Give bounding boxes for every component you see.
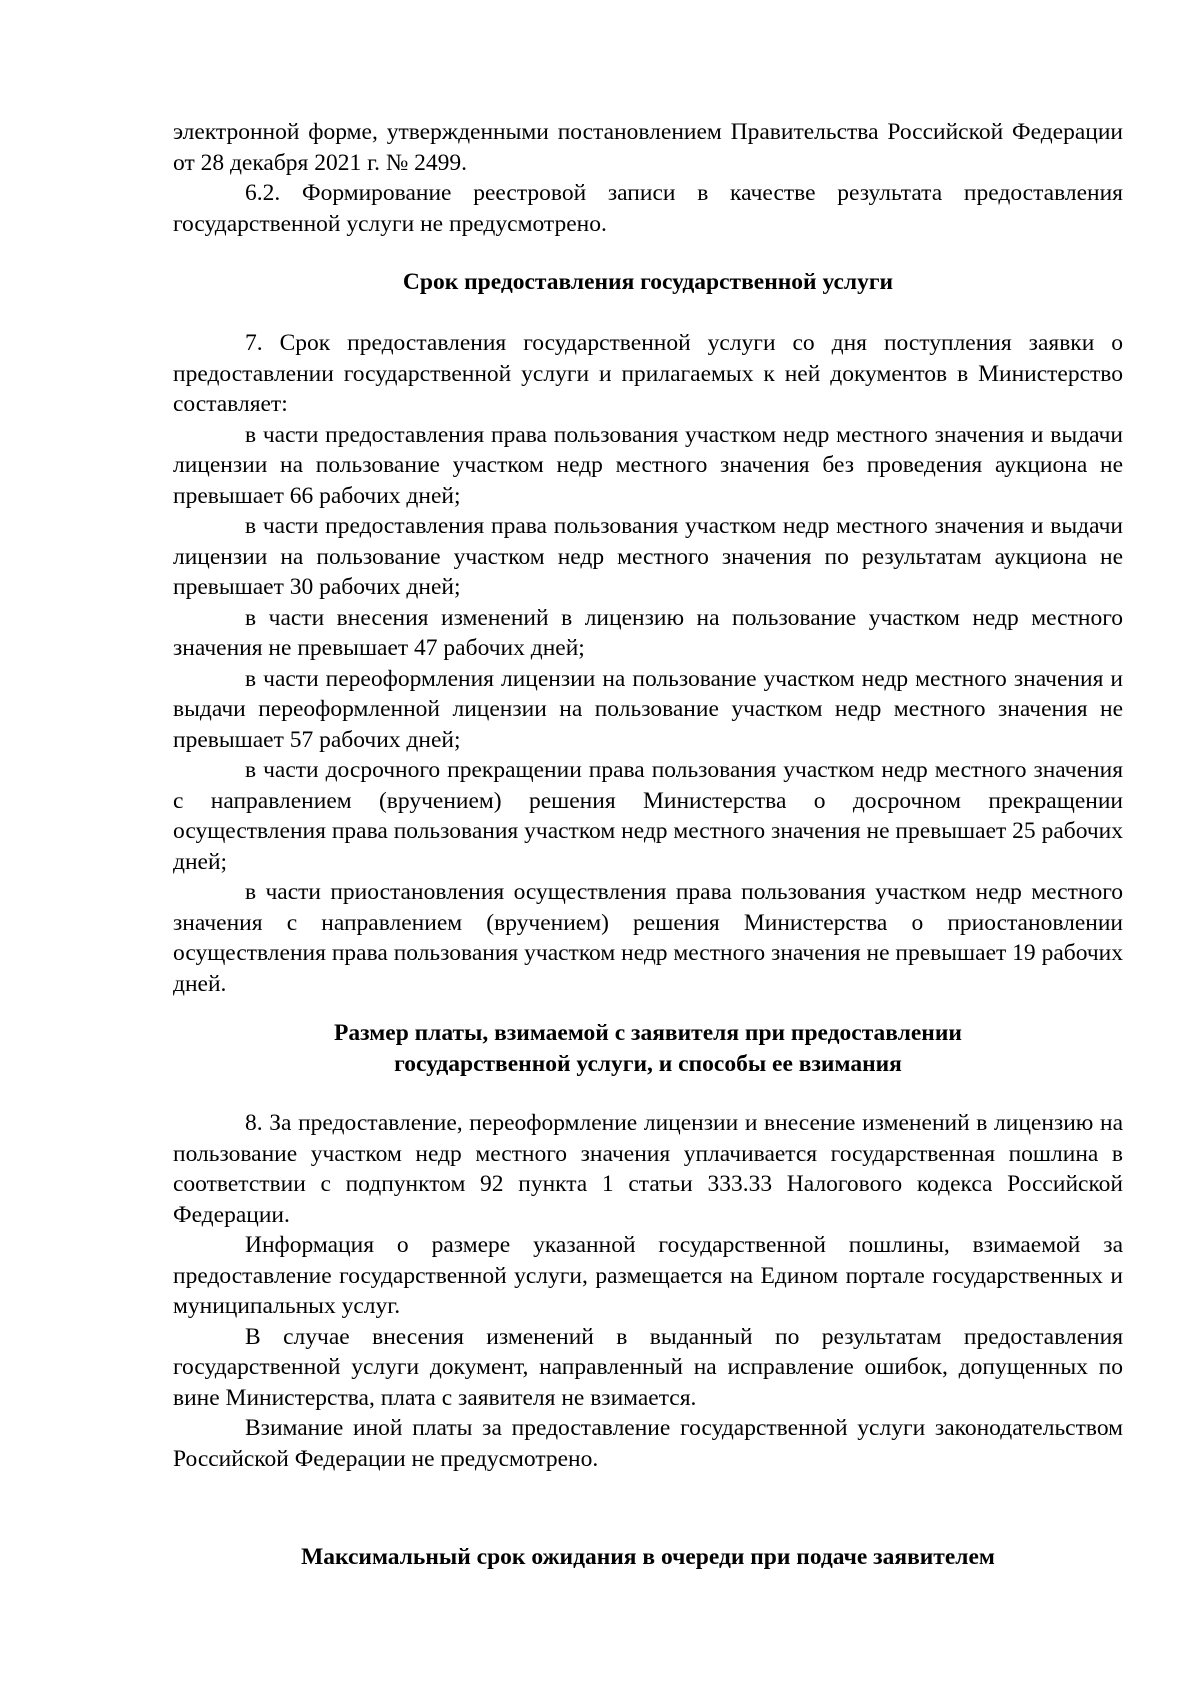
- paragraph: 7. Срок предоставления государственной услуги со дня поступления заявки о предоставлении государственной услуги и прилагаемых к ней документов в Министерство составляет:: [173, 330, 1123, 417]
- paragraph: В случае внесения изменений в выданный по результатам предоставления государственной услуги документ, направленный на исправление ошибок, допущенных по вине Министерства, плата с заявителя не взимается.: [173, 1323, 1123, 1411]
- section-heading-queue: [173, 1542, 1123, 1573]
- paragraph: 6.2. Формирование реестровой записи в качестве результата предоставления государственной услуги не предусмотрено.: [173, 180, 1123, 237]
- paragraph: в части переоформления лицензии на пользование участком недр местного значения и выдачи переоформленной лицензии на пользование участком недр местного значения не превышает 57 рабочих дней;: [173, 665, 1123, 753]
- paragraph: в части досрочного прекращении права пользования участком недр местного значения с направлением (вручением) решения Министерства о досрочном прекращении осуществления права пользования участком недр местного значения не превышает 25 рабочих дней;: [173, 757, 1123, 875]
- section-block-2: [173, 328, 1123, 999]
- heading-line: государственной услуги, и способы ее взимания: [394, 1050, 902, 1077]
- paragraph: в части предоставления права пользования участком недр местного значения и выдачи лицензии на пользование участком недр местного значения без проведения аукциона не превышает 66 рабочих дней;: [173, 421, 1123, 509]
- heading: Срок предоставления государственной услуги: [402, 269, 894, 295]
- paragraph: в части внесения изменений в лицензию на пользование участком недр местного значения не превышает 47 рабочих дней;: [173, 604, 1123, 661]
- paragraph: Взимание иной платы за предоставление государственной услуги законодательством Российской Федерации не предусмотрено.: [173, 1415, 1123, 1472]
- section-block-1: [173, 117, 1123, 239]
- section-heading-term: [173, 267, 1123, 298]
- section-block-3: [173, 1108, 1123, 1474]
- paragraph: в части предоставления права пользования участком недр местного значения и выдачи лицензии на пользование участком недр местного значения по результатам аукциона не превышает 30 рабочих дней;: [173, 513, 1123, 600]
- paragraph: 8. За предоставление, переоформление лицензии и внесение изменений в лицензию на пользование участком недр местного значения уплачивается государственная пошлина в соответствии с подпунктом 92 пункта 1 статьи 333.33 Налогового кодекса Российской Федерации.: [173, 1110, 1123, 1228]
- heading: Максимальный срок ожидания в очереди при подаче заявителем: [301, 1544, 995, 1570]
- paragraph: электронной форме, утвержденными постановлением Правительства Российской Федерации от 28 декабря 2021 г. № 2499.: [173, 119, 1123, 176]
- heading-line: Размер платы, взимаемой с заявителя при предоставлении: [334, 1020, 962, 1046]
- paragraph: Информация о размере указанной государственной пошлины, взимаемой за предоставление государственной услуги, размещается на Едином портале государственных и муниципальных услуг.: [173, 1232, 1123, 1319]
- paragraph: в части приостановления осуществления права пользования участком недр местного значения с направлением (вручением) решения Министерства о приостановлении осуществления права пользования участком недр местного значения не превышает 19 рабочих дней.: [173, 879, 1123, 997]
- section-heading-fee: [173, 1018, 1123, 1079]
